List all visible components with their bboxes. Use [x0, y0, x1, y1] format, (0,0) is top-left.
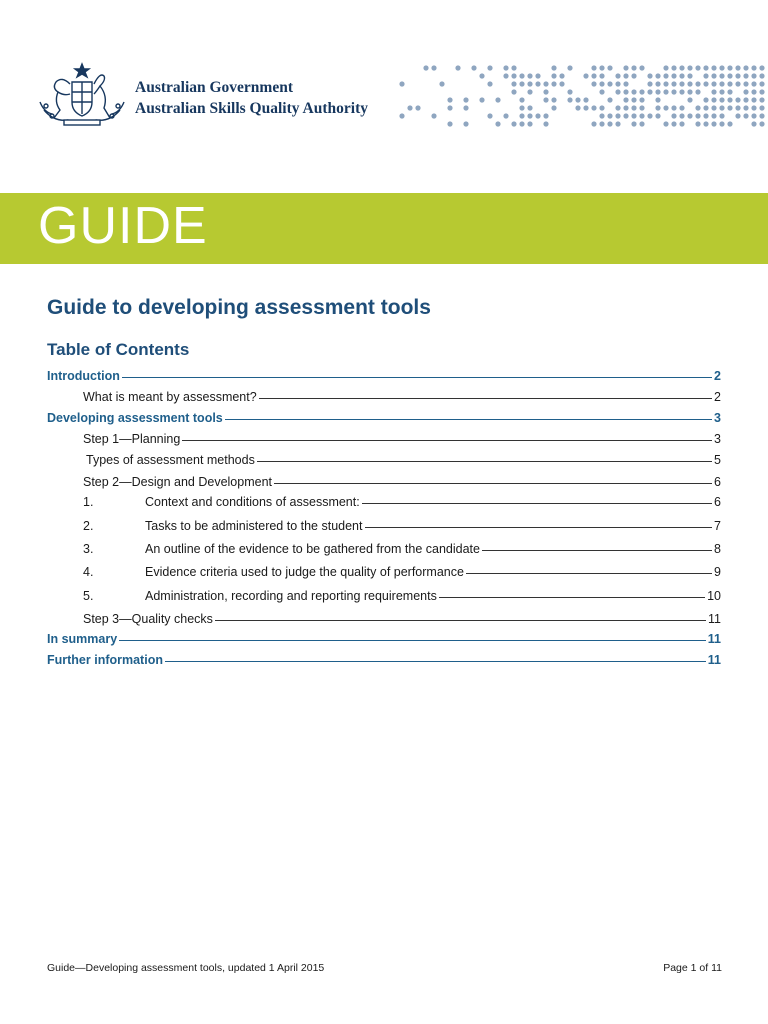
decorative-dot [647, 73, 652, 78]
decorative-dot [727, 97, 732, 102]
decorative-dot [591, 73, 596, 78]
decorative-dot [695, 105, 700, 110]
coat-of-arms-icon [34, 62, 130, 128]
decorative-dot [511, 89, 516, 94]
decorative-dot [687, 97, 692, 102]
toc-leader [122, 377, 712, 378]
decorative-dot [711, 121, 716, 126]
decorative-dot [599, 89, 604, 94]
decorative-dot [495, 97, 500, 102]
decorative-dot [663, 73, 668, 78]
toc-leader [259, 398, 712, 399]
decorative-dot [463, 105, 468, 110]
decorative-dot [551, 97, 556, 102]
decorative-dot [519, 105, 524, 110]
decorative-dot [431, 65, 436, 70]
footer-document-info: Guide—Developing assessment tools, updated 1 April 2015 [47, 962, 325, 974]
decorative-dot [519, 121, 524, 126]
decorative-dot [695, 121, 700, 126]
toc-entry-page: 5 [714, 453, 721, 467]
decorative-dot [679, 81, 684, 86]
page-header [0, 0, 768, 193]
toc-entry[interactable] [83, 432, 721, 446]
decorative-dot [527, 73, 532, 78]
toc-entry-label: Types of assessment methods [86, 453, 255, 467]
decorative-dot [751, 113, 756, 118]
toc-entry-page: 3 [714, 432, 721, 446]
decorative-dot [527, 81, 532, 86]
toc-entry-label: Developing assessment tools [47, 411, 223, 425]
decorative-dot [599, 105, 604, 110]
decorative-dot [687, 89, 692, 94]
decorative-dot [607, 113, 612, 118]
decorative-dot [751, 97, 756, 102]
toc-leader [225, 419, 712, 420]
decorative-dot [639, 65, 644, 70]
decorative-dot [735, 97, 740, 102]
toc-leader [466, 573, 712, 574]
decorative-dot [711, 65, 716, 70]
decorative-dot [735, 65, 740, 70]
decorative-dot [615, 81, 620, 86]
toc-leader [165, 661, 706, 662]
decorative-dot [743, 81, 748, 86]
decorative-dot [543, 121, 548, 126]
decorative-dot [607, 97, 612, 102]
decorative-dot [463, 121, 468, 126]
decorative-dot [503, 65, 508, 70]
decorative-dot [703, 121, 708, 126]
toc-entry[interactable] [47, 411, 721, 425]
decorative-dot [527, 89, 532, 94]
decorative-dot [639, 121, 644, 126]
toc-entry-page: 3 [714, 411, 721, 425]
decorative-dot [719, 89, 724, 94]
decorative-dot [607, 65, 612, 70]
decorative-dot [503, 73, 508, 78]
decorative-dot [679, 89, 684, 94]
decorative-dot [631, 73, 636, 78]
decorative-dot [671, 113, 676, 118]
decorative-dot [623, 89, 628, 94]
decorative-dot [447, 97, 452, 102]
decorative-dot [647, 81, 652, 86]
decorative-dot [655, 105, 660, 110]
decorative-dot [663, 89, 668, 94]
decorative-dot [623, 73, 628, 78]
decorative-dot [551, 81, 556, 86]
decorative-dot [639, 97, 644, 102]
decorative-dot-pattern [398, 64, 768, 132]
decorative-dot [639, 89, 644, 94]
decorative-dot [447, 105, 452, 110]
banner-label: GUIDE [38, 197, 208, 255]
toc-entry[interactable] [83, 495, 721, 509]
decorative-dot [647, 89, 652, 94]
decorative-dot [599, 121, 604, 126]
decorative-dot [671, 81, 676, 86]
toc-entry[interactable] [83, 390, 721, 404]
decorative-dot [687, 73, 692, 78]
decorative-dot [671, 89, 676, 94]
decorative-dot [519, 81, 524, 86]
toc-leader [274, 483, 712, 484]
toc-entry-label: Introduction [47, 369, 120, 383]
decorative-dot [695, 65, 700, 70]
decorative-dot [615, 121, 620, 126]
decorative-dot [463, 97, 468, 102]
decorative-dot [751, 121, 756, 126]
decorative-dot [431, 113, 436, 118]
decorative-dot [743, 65, 748, 70]
toc-entry-page: 6 [714, 475, 721, 489]
toc-entry-label: Further information [47, 653, 163, 667]
decorative-dot [543, 113, 548, 118]
decorative-dot [687, 65, 692, 70]
decorative-dot [727, 81, 732, 86]
toc-entry[interactable] [83, 475, 721, 489]
decorative-dot [591, 121, 596, 126]
decorative-dot [759, 65, 764, 70]
decorative-dot [551, 105, 556, 110]
decorative-dot [535, 113, 540, 118]
decorative-dot [599, 73, 604, 78]
decorative-dot [671, 65, 676, 70]
decorative-dot [735, 113, 740, 118]
decorative-dot [575, 105, 580, 110]
decorative-dot [567, 89, 572, 94]
decorative-dot [719, 65, 724, 70]
decorative-dot [727, 121, 732, 126]
decorative-dot [503, 113, 508, 118]
decorative-dot [583, 73, 588, 78]
decorative-dot [399, 113, 404, 118]
decorative-dot [623, 65, 628, 70]
toc-entry-number: 2. [83, 519, 94, 533]
decorative-dot [583, 105, 588, 110]
decorative-dot [759, 89, 764, 94]
toc-heading: Table of Contents [47, 340, 190, 359]
decorative-dot [751, 73, 756, 78]
decorative-dot [655, 81, 660, 86]
decorative-dot [655, 73, 660, 78]
toc-entry-page: 7 [714, 519, 721, 533]
org-line-asqa: Australian Skills Quality Authority [135, 100, 368, 117]
decorative-dot [407, 105, 412, 110]
decorative-dot [759, 121, 764, 126]
decorative-dot [711, 113, 716, 118]
decorative-dot [615, 73, 620, 78]
decorative-dot [679, 65, 684, 70]
decorative-dot [719, 97, 724, 102]
decorative-dot [663, 81, 668, 86]
decorative-dot [591, 105, 596, 110]
decorative-dot [711, 73, 716, 78]
toc-entry-label: An outline of the evidence to be gathered from the candidate [145, 542, 480, 556]
toc-entry[interactable] [83, 565, 721, 579]
toc-entry-label: What is meant by assessment? [83, 390, 257, 404]
decorative-dot [759, 113, 764, 118]
decorative-dot [543, 81, 548, 86]
decorative-dot [751, 89, 756, 94]
decorative-dot [511, 65, 516, 70]
toc-entry[interactable] [83, 589, 721, 603]
decorative-dot [735, 81, 740, 86]
decorative-dot [631, 97, 636, 102]
decorative-dot [703, 81, 708, 86]
decorative-dot [591, 65, 596, 70]
decorative-dot [719, 105, 724, 110]
decorative-dot [663, 65, 668, 70]
toc-entry-page: 2 [714, 390, 721, 404]
decorative-dot [511, 121, 516, 126]
decorative-dot [559, 73, 564, 78]
decorative-dot [511, 73, 516, 78]
decorative-dot [727, 89, 732, 94]
toc-entry[interactable] [83, 612, 721, 626]
decorative-dot [439, 81, 444, 86]
decorative-dot [615, 113, 620, 118]
decorative-dot [663, 105, 668, 110]
decorative-dot [751, 81, 756, 86]
decorative-dot [695, 113, 700, 118]
toc-leader [119, 640, 706, 641]
decorative-dot [543, 97, 548, 102]
toc-entry[interactable] [47, 369, 721, 383]
decorative-dot [543, 89, 548, 94]
toc-entry[interactable] [86, 453, 721, 467]
decorative-dot [527, 121, 532, 126]
toc-entry[interactable] [47, 653, 721, 667]
toc-entry-label: Administration, recording and reporting requirements [145, 589, 437, 603]
toc-leader [365, 527, 713, 528]
decorative-dot [719, 121, 724, 126]
decorative-dot [631, 89, 636, 94]
decorative-dot [615, 105, 620, 110]
decorative-dot [711, 105, 716, 110]
decorative-dot [703, 113, 708, 118]
decorative-dot [607, 81, 612, 86]
decorative-dot [695, 81, 700, 86]
decorative-dot [679, 121, 684, 126]
decorative-dot [743, 97, 748, 102]
decorative-dot [711, 97, 716, 102]
decorative-dot [615, 89, 620, 94]
decorative-dot [735, 105, 740, 110]
decorative-dot [759, 73, 764, 78]
decorative-dot [519, 113, 524, 118]
toc-entry-page: 10 [707, 589, 721, 603]
decorative-dot [735, 73, 740, 78]
footer-page-number: Page 1 of 11 [663, 962, 722, 974]
decorative-dot [623, 81, 628, 86]
toc-entry[interactable] [47, 632, 721, 646]
decorative-dot [487, 65, 492, 70]
toc-entry-page: 11 [708, 612, 721, 626]
decorative-dot [711, 89, 716, 94]
decorative-dot [511, 81, 516, 86]
decorative-dot [687, 113, 692, 118]
decorative-dot [639, 113, 644, 118]
decorative-dot [583, 97, 588, 102]
decorative-dot [631, 121, 636, 126]
decorative-dot [743, 105, 748, 110]
decorative-dot [591, 81, 596, 86]
toc-entry-label: Tasks to be administered to the student [145, 519, 363, 533]
toc-leader [362, 503, 712, 504]
decorative-dot [447, 121, 452, 126]
toc-entry-label: Context and conditions of assessment: [145, 495, 360, 509]
toc-entry-page: 9 [714, 565, 721, 579]
decorative-dot [631, 65, 636, 70]
decorative-dot [727, 65, 732, 70]
decorative-dot [687, 81, 692, 86]
decorative-dot [679, 105, 684, 110]
toc-entry-page: 11 [707, 632, 721, 646]
toc-leader [182, 440, 712, 441]
decorative-dot [423, 65, 428, 70]
decorative-dot [655, 97, 660, 102]
decorative-dot [695, 89, 700, 94]
decorative-dot [607, 121, 612, 126]
toc-entry-label: Step 1—Planning [83, 432, 181, 446]
decorative-dot [679, 73, 684, 78]
decorative-dot [567, 97, 572, 102]
decorative-dot [759, 105, 764, 110]
decorative-dot [759, 97, 764, 102]
decorative-dot [671, 121, 676, 126]
decorative-dot [487, 113, 492, 118]
toc-entry-number: 4. [83, 565, 94, 579]
decorative-dot [551, 65, 556, 70]
decorative-dot [487, 81, 492, 86]
organisation-name [135, 78, 368, 120]
decorative-dot [703, 65, 708, 70]
decorative-dot [647, 113, 652, 118]
decorative-dot [719, 113, 724, 118]
decorative-dot [575, 97, 580, 102]
decorative-dot [719, 81, 724, 86]
decorative-dot [655, 89, 660, 94]
decorative-dot [751, 65, 756, 70]
decorative-dot [743, 89, 748, 94]
decorative-dot [599, 65, 604, 70]
decorative-dot [759, 81, 764, 86]
decorative-dot [479, 97, 484, 102]
decorative-dot [495, 121, 500, 126]
toc-entry-label: Step 3—Quality checks [83, 612, 213, 626]
decorative-dot [727, 73, 732, 78]
decorative-dot [535, 81, 540, 86]
decorative-dot [599, 113, 604, 118]
decorative-dot [519, 73, 524, 78]
decorative-dot [703, 97, 708, 102]
decorative-dot [567, 65, 572, 70]
decorative-dot [663, 121, 668, 126]
decorative-dot [623, 97, 628, 102]
decorative-dot [599, 81, 604, 86]
decorative-dot [527, 105, 532, 110]
toc-entry[interactable] [83, 542, 721, 556]
decorative-dot [559, 81, 564, 86]
toc-entry-number: 1. [83, 495, 94, 509]
document-title: Guide to developing assessment tools [47, 296, 431, 319]
toc-leader [482, 550, 712, 551]
decorative-dot [679, 113, 684, 118]
decorative-dot [551, 73, 556, 78]
decorative-dot [743, 73, 748, 78]
toc-entry-page: 8 [714, 542, 721, 556]
decorative-dot [479, 73, 484, 78]
decorative-dot [671, 73, 676, 78]
decorative-dot [535, 73, 540, 78]
toc-entry-page: 6 [714, 495, 721, 509]
decorative-dot [527, 113, 532, 118]
toc-leader [257, 461, 712, 462]
decorative-dot [639, 105, 644, 110]
decorative-dot [623, 113, 628, 118]
org-line-government: Australian Government [135, 79, 294, 96]
decorative-dot [743, 113, 748, 118]
toc-entry-page: 11 [707, 653, 721, 667]
decorative-dot [415, 105, 420, 110]
decorative-dot [703, 105, 708, 110]
decorative-dot [631, 113, 636, 118]
toc-entry-page: 2 [714, 369, 721, 383]
decorative-dot [471, 65, 476, 70]
decorative-dot [727, 105, 732, 110]
toc-entry-label: Evidence criteria used to judge the quality of performance [145, 565, 464, 579]
decorative-dot [655, 113, 660, 118]
toc-entry-label: Step 2—Design and Development [83, 475, 273, 489]
decorative-dot [623, 105, 628, 110]
decorative-dot [631, 105, 636, 110]
decorative-dot [719, 73, 724, 78]
toc-entry-number: 5. [83, 589, 94, 603]
decorative-dot [711, 81, 716, 86]
toc-leader [215, 620, 706, 621]
toc-entry-number: 3. [83, 542, 94, 556]
decorative-dot [703, 73, 708, 78]
toc-entry[interactable] [83, 519, 721, 533]
decorative-dot [519, 97, 524, 102]
decorative-dot [455, 65, 460, 70]
decorative-dot [671, 105, 676, 110]
decorative-dot [751, 105, 756, 110]
toc-entry-label: In summary [47, 632, 118, 646]
decorative-dot [399, 81, 404, 86]
toc-leader [439, 597, 705, 598]
